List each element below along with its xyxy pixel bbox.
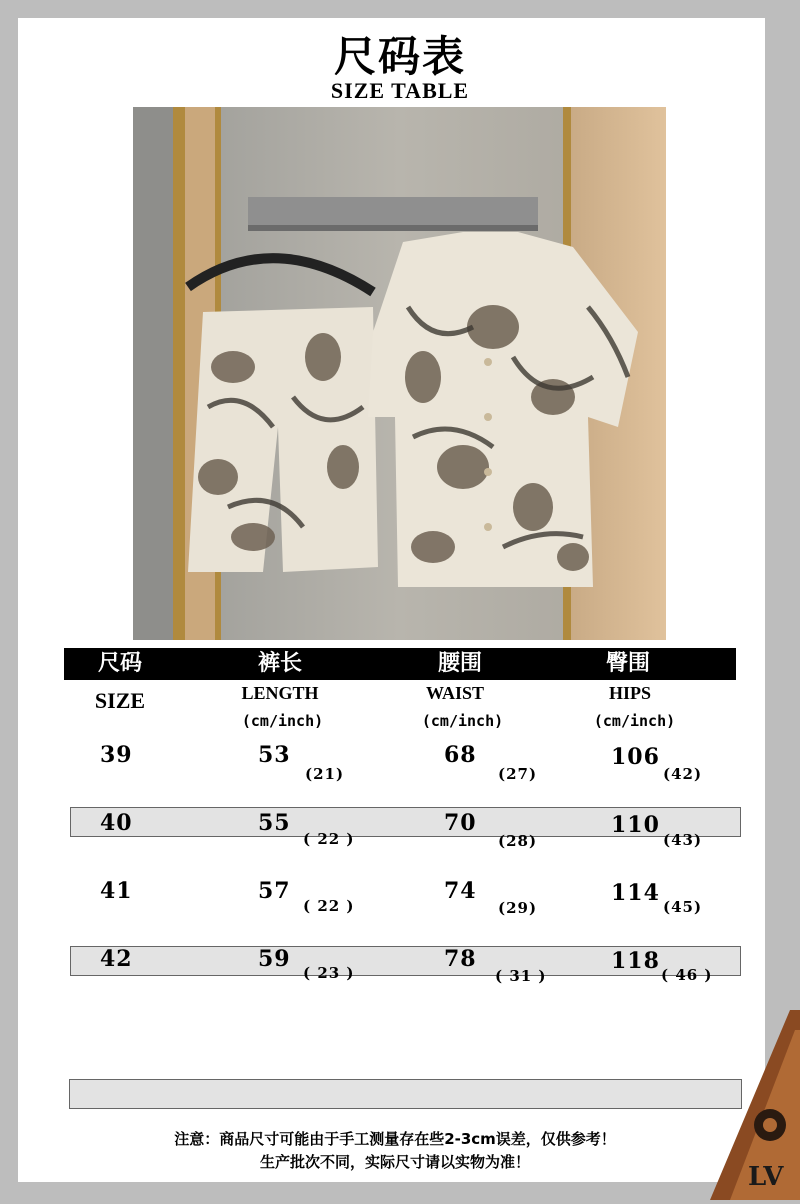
cell-waist: 70 <box>444 810 477 836</box>
cell-waist-inch: ( 31 ) <box>495 967 547 985</box>
cell-hips: 114 <box>611 880 660 906</box>
product-photo <box>133 107 666 640</box>
header-waist-unit: (cm/inch) <box>421 712 504 730</box>
cell-size: 42 <box>100 946 133 972</box>
table-header-bar <box>64 648 736 680</box>
cell-length-inch: ( 22 ) <box>303 897 355 915</box>
page-title: 尺码表 <box>333 32 466 81</box>
cell-length-inch: (21) <box>305 765 345 783</box>
cell-hips: 118 <box>611 948 660 974</box>
page-subtitle: SIZE TABLE <box>330 78 470 103</box>
floral-shirt-shorts-set-photo-icon <box>133 107 666 640</box>
cell-waist: 78 <box>444 946 477 972</box>
cell-size: 41 <box>100 878 133 904</box>
cell-hips-inch: (43) <box>663 831 703 849</box>
header-size-en: SIZE <box>94 688 146 713</box>
cell-length: 57 <box>258 878 291 904</box>
cell-waist-inch: (28) <box>498 832 538 850</box>
header-length-en: LENGTH <box>241 683 319 703</box>
cell-hips-inch: (42) <box>663 765 703 783</box>
cell-length: 59 <box>258 946 291 972</box>
note-line-2: 生产批次不同，实际尺寸请以实物为准！ <box>259 1153 530 1171</box>
note-line-1: 注意：商品尺寸可能由于手工测量存在些2-3cm误差，仅供参考！ <box>174 1130 616 1148</box>
cell-hips: 106 <box>611 744 660 770</box>
header-length-unit: (cm/inch) <box>241 712 324 730</box>
header-hips-en: HIPS <box>608 683 651 703</box>
svg-text:LV: LV <box>748 1162 784 1192</box>
header-waist-en: WAIST <box>425 683 485 703</box>
header-hips-cn: 臀围 <box>605 651 650 676</box>
cell-hips: 110 <box>611 812 660 838</box>
cell-size: 40 <box>100 810 133 836</box>
cell-hips-inch: ( 46 ) <box>661 966 713 984</box>
cell-hips-inch: (45) <box>663 898 703 916</box>
header-length-cn: 裤长 <box>257 651 302 676</box>
monogram-strap-icon <box>700 1010 800 1200</box>
cell-waist-inch: (27) <box>498 765 538 783</box>
cell-size: 39 <box>100 742 133 768</box>
header-waist-cn: 腰围 <box>437 651 482 676</box>
cell-waist: 74 <box>444 878 477 904</box>
brand-strap-decoration <box>700 1010 800 1200</box>
cell-waist-inch: (29) <box>498 899 538 917</box>
cell-length-inch: ( 23 ) <box>303 964 355 982</box>
cell-length: 53 <box>258 742 291 768</box>
header-size-cn: 尺码 <box>97 651 142 676</box>
cell-length: 55 <box>258 810 291 836</box>
cell-length-inch: ( 22 ) <box>303 830 355 848</box>
notes-divider-bar <box>69 1079 742 1109</box>
header-hips-unit: (cm/inch) <box>593 712 676 730</box>
cell-waist: 68 <box>444 742 477 768</box>
